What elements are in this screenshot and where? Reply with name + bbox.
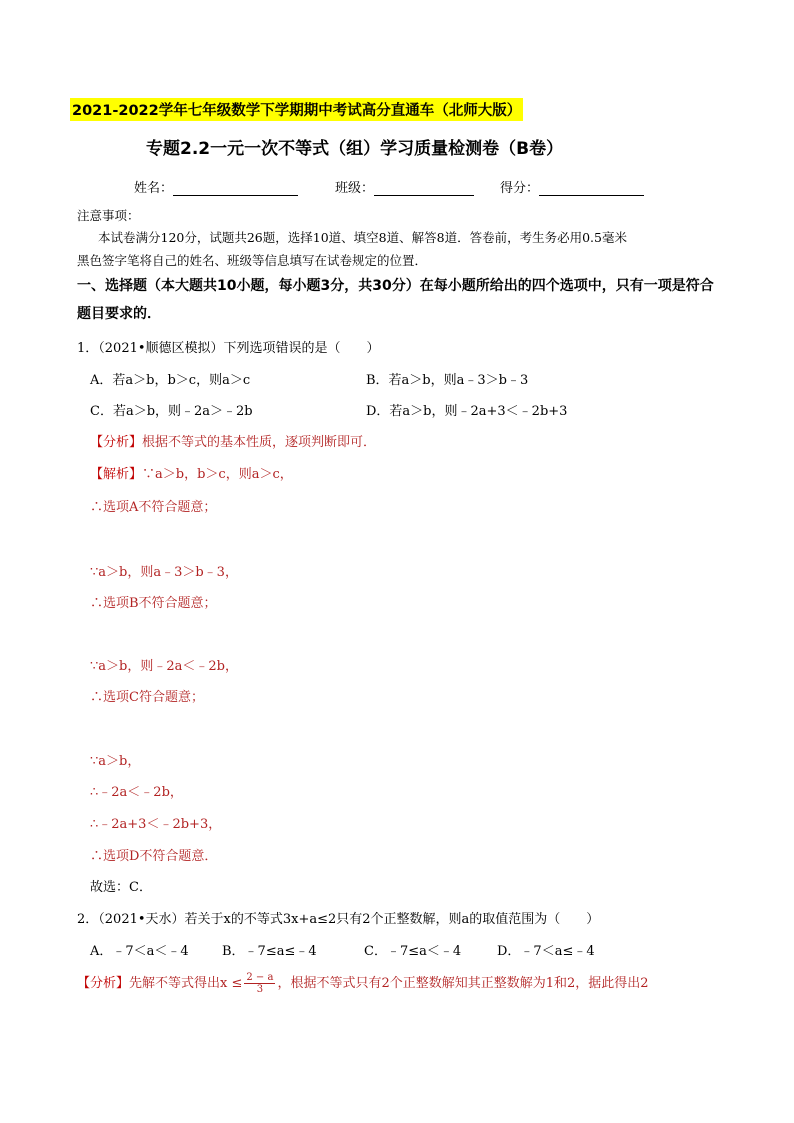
q1-solution-tag: 【解析】 (90, 467, 143, 482)
class-blank[interactable] (374, 181, 474, 196)
name-label: 姓名： (134, 181, 174, 196)
notice-heading: 注意事项： (77, 208, 140, 223)
class-field (335, 177, 474, 196)
q1-solution-step-1: ∵a＞b，b＞c，则a＞c， (142, 467, 293, 482)
q2-stem: 2．（2021•天水）若关于x的不等式3x+a≤2只有2个正整数解，则a的取值范围为（ ） (77, 912, 600, 927)
q2-analysis-pre: 先解不等式得出x ≤ (129, 976, 243, 991)
q2-option-d: D．﹣7＜a≤﹣4 (497, 944, 595, 959)
name-blank[interactable] (173, 181, 298, 196)
q2-fraction (244, 972, 275, 995)
notice-line-1: 本试卷满分120分，试题共26题，选择10道、填空8道、解答8道．答卷前，考生务必用0.5毫米 (98, 230, 627, 245)
q1-option-c: C．若a＞b，则﹣2a＞﹣2b (90, 404, 253, 419)
q1-solution-step-10: ∴选项D不符合题意． (90, 849, 218, 864)
name-field (134, 177, 298, 196)
q1-solution-step-7: ∵a＞b， (90, 754, 141, 769)
q1-solution-step-9: ∴﹣2a+3＜﹣2b+3， (90, 817, 222, 832)
q2-option-c: C．﹣7≤a＜﹣4 (364, 944, 462, 959)
q1-solution-step-3: ∵a＞b，则a﹣3＞b﹣3， (90, 565, 238, 580)
q2-fraction-numerator: 2 − a (246, 972, 274, 983)
q1-analysis (90, 431, 376, 450)
q1-stem: 1．（2021•顺德区模拟）下列选项错误的是（ ） (77, 341, 380, 356)
q2-fraction-denominator: 3 (256, 984, 264, 995)
score-blank[interactable] (539, 181, 644, 196)
q1-solution-step-5: ∵a＞b，则﹣2a＜﹣2b， (90, 659, 238, 674)
q1-analysis-tag: 【分析】 (90, 435, 143, 450)
q1-option-b: B．若a＞b，则a﹣3＞b﹣3 (366, 373, 529, 388)
q2-analysis-tag: 【分析】 (77, 976, 130, 991)
q1-option-a: A．若a＞b，b＞c，则a＞c (90, 373, 251, 388)
page-title: 专题2.2一元一次不等式（组）学习质量检测卷（B卷） (146, 139, 564, 159)
q1-solution-step-6: ∴选项C符合题意； (90, 690, 204, 705)
q2-option-a: A．﹣7＜a＜﹣4 (90, 944, 189, 959)
section-heading-line-1: 一、选择题（本大题共10小题，每小题3分，共30分）在每小题所给出的四个选项中，只有一项是符合 (77, 278, 714, 294)
q1-analysis-text: 根据不等式的基本性质，逐项判断即可． (142, 435, 377, 450)
q1-solution-step-2: ∴选项A不符合题意； (90, 500, 217, 515)
q1-option-d: D．若a＞b，则﹣2a+3＜﹣2b+3 (366, 404, 568, 419)
notice-line-2: 黑色签字笔将自己的姓名、班级等信息填写在试卷规定的位置． (77, 253, 428, 268)
q2-analysis (77, 972, 649, 995)
section-heading-line-2: 题目要求的． (77, 306, 161, 322)
score-field (500, 177, 644, 196)
q2-analysis-post: ，根据不等式只有2个正整数解知其正整数解为1和2，据此得出2 (277, 976, 649, 991)
q1-solution-step-8: ∴﹣2a＜﹣2b， (90, 785, 183, 800)
score-label: 得分： (500, 181, 540, 196)
q1-solution (90, 463, 293, 482)
class-label: 班级： (335, 181, 375, 196)
header-banner: 2021-2022学年七年级数学下学期期中考试高分直通车（北师大版） (70, 98, 523, 121)
q1-answer: 故选：C． (90, 880, 152, 895)
q1-solution-step-4: ∴选项B不符合题意； (90, 596, 217, 611)
q2-option-b: B．﹣7≤a≤﹣4 (222, 944, 317, 959)
